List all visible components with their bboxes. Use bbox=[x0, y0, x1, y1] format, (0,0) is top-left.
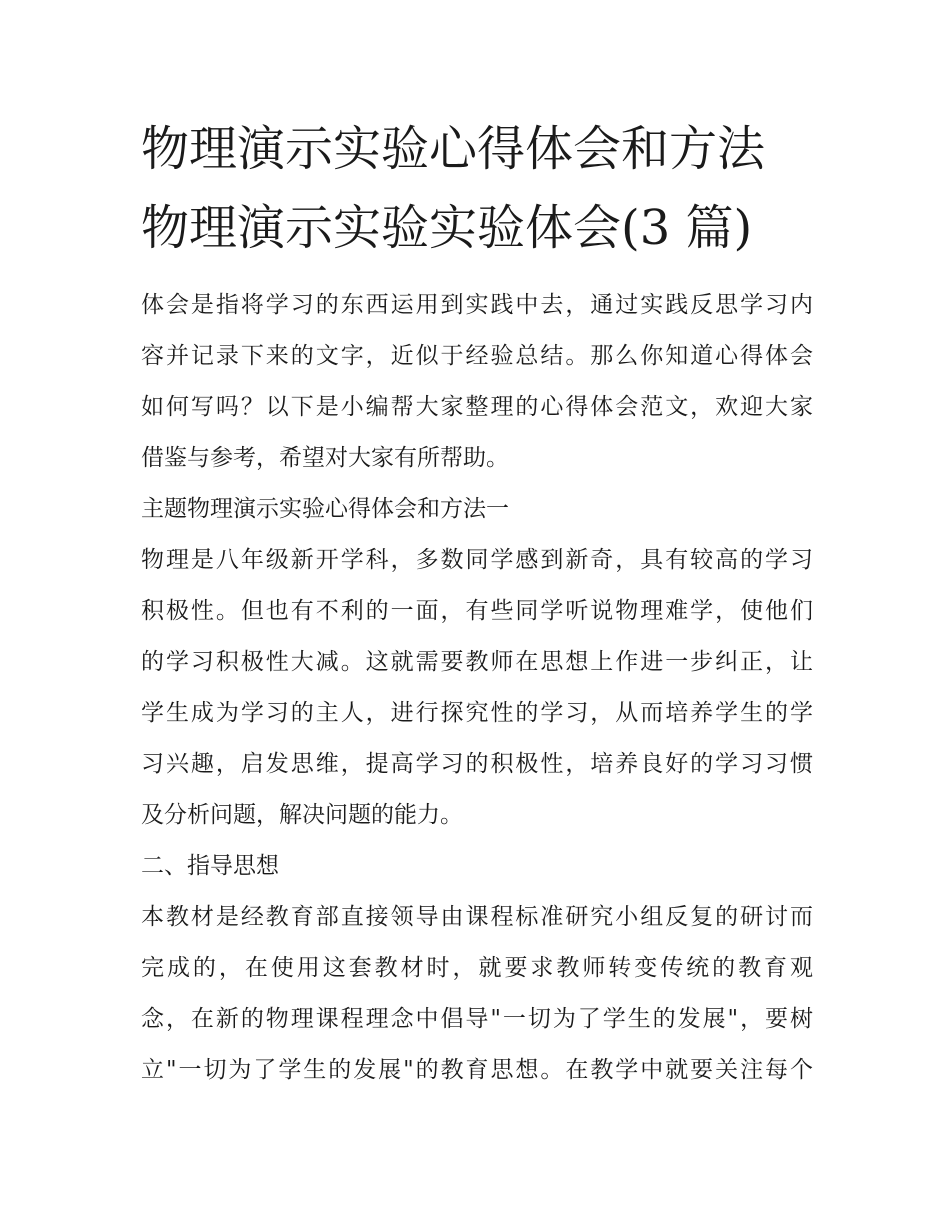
text-line: 容并记录下来的文字，近似于经验总结。那么你知道心得体会 bbox=[141, 343, 813, 369]
text-line: 学生成为学习的主人，进行探究性的学习，从而培养学生的学 bbox=[141, 700, 813, 726]
document-body bbox=[141, 280, 813, 1096]
text-line: 的学习积极性大减。这就需要教师在思想上作进一步纠正，让 bbox=[141, 649, 813, 675]
text-line: 立"一切为了学生的发展"的教育思想。在教学中就要关注每个 bbox=[141, 1057, 813, 1083]
text-line: 及分析问题，解决问题的能力。 bbox=[141, 802, 463, 828]
text-line: 借鉴与参考，希望对大家有所帮助。 bbox=[141, 445, 509, 471]
text-line: 物理是八年级新开学科，多数同学感到新奇，具有较高的学习 bbox=[141, 547, 813, 573]
text-line: 如何写吗？以下是小编帮大家整理的心得体会范文，欢迎大家 bbox=[141, 394, 813, 420]
text-line: 本教材是经教育部直接领导由课程标准研究小组反复的研讨而 bbox=[141, 904, 813, 930]
intro-paragraph bbox=[141, 280, 813, 484]
title-line-1: 物理演示实验心得体会和方法 bbox=[141, 121, 766, 177]
body-paragraph bbox=[141, 535, 813, 841]
text-line: 二、指导思想 bbox=[141, 853, 279, 879]
title-line-2: 物理演示实验实验体会(3 篇) bbox=[141, 200, 753, 256]
text-line: 完成的，在使用这套教材时，就要求教师转变传统的教育观 bbox=[141, 955, 813, 981]
text-line: 积极性。但也有不利的一面，有些同学听说物理难学，使他们 bbox=[141, 598, 813, 624]
text-line: 体会是指将学习的东西运用到实践中去，通过实践反思学习内 bbox=[141, 292, 813, 318]
section-heading bbox=[141, 484, 813, 535]
text-line: 念，在新的物理课程理念中倡导"一切为了学生的发展"，要树 bbox=[141, 1006, 813, 1032]
document-title bbox=[141, 110, 813, 268]
section-heading bbox=[141, 841, 813, 892]
text-line: 主题物理演示实验心得体会和方法一 bbox=[141, 496, 509, 522]
text-line: 习兴趣，启发思维，提高学习的积极性，培养良好的学习习惯 bbox=[141, 751, 813, 777]
body-paragraph bbox=[141, 892, 813, 1096]
document-page bbox=[141, 110, 813, 1096]
